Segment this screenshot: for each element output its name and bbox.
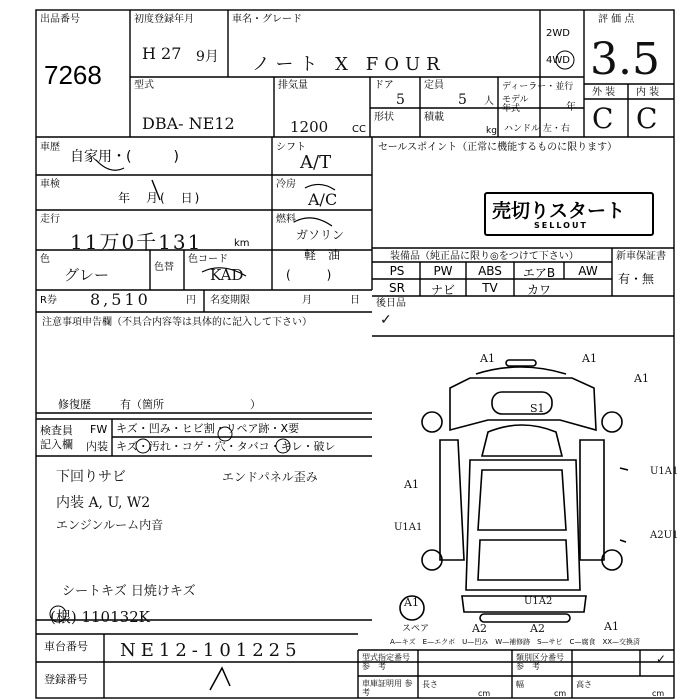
notes-label: 注意事項申告欄（不具合内容等は具体的に記入して下さい） xyxy=(42,317,312,328)
equip-pw: PW xyxy=(433,264,453,278)
color-change-label: 色替 xyxy=(154,262,174,273)
repair-value: 有（箇所 xyxy=(120,398,164,411)
month-unit: 月 xyxy=(302,295,312,306)
handle-label: ハンドル 左・右 xyxy=(504,124,570,134)
chassis-label: 車台番号 xyxy=(44,640,88,653)
usage-label: 車歴 xyxy=(40,142,60,153)
fuel-alt: 軽 油 xyxy=(304,248,341,262)
warranty-value: 有・無 xyxy=(618,272,655,286)
length-label: 長さ xyxy=(422,680,438,689)
fw-items: キズ・凹み・ヒビ割・リペア跡・X要 xyxy=(116,422,300,435)
width-unit: cm xyxy=(554,689,567,698)
damage-mark: A2U1 xyxy=(650,530,679,541)
note-line-4: エンドパネル歪み xyxy=(222,470,318,484)
recycle-unit: 円 xyxy=(186,295,196,306)
recycle-label: R券 xyxy=(40,295,57,306)
damage-mark: A1 xyxy=(604,620,619,633)
model-value: DBA- NE12 xyxy=(142,114,235,133)
first-reg-year: H 27 xyxy=(142,44,182,63)
usage-value: 自家用・( ) xyxy=(70,149,179,165)
cert-label: 車庫証明用 参 考 xyxy=(362,679,421,697)
lot-number: 7268 xyxy=(44,60,102,90)
interior-label: 内 装 xyxy=(636,87,660,98)
exterior-label: 外 装 xyxy=(592,87,616,98)
sellout-stamp xyxy=(484,192,654,236)
damage-mark: A1 xyxy=(404,596,419,609)
dealer-label: ディーラー・並行 xyxy=(502,82,574,92)
damage-mark: U1A1 xyxy=(394,522,423,533)
fuel-paren: ( ) xyxy=(286,268,332,282)
score-value: 3.5 xyxy=(590,34,660,85)
damage-mark: A1 xyxy=(480,352,495,365)
note-line-6: (根) 110132K xyxy=(50,608,150,626)
fw-label: FW xyxy=(90,423,108,436)
color-code-value: KAD xyxy=(210,266,244,284)
repair-close: ） xyxy=(250,398,261,411)
note-line-5: シートキズ 日焼けキズ xyxy=(62,584,196,599)
fuel-value: ガソリン xyxy=(296,228,345,242)
mileage-value: 11万0千131 xyxy=(70,230,203,254)
damage-mark: U1A2 xyxy=(524,596,553,607)
warranty-label: 新車保証書 xyxy=(616,251,666,262)
doors-label: ドア xyxy=(374,80,394,91)
shift-value: A/T xyxy=(300,152,332,173)
equip-tv: TV xyxy=(482,281,498,295)
car-diagram-shape xyxy=(400,360,628,622)
class-check: ✓ xyxy=(656,652,667,666)
displacement-unit: CC xyxy=(352,124,366,135)
damage-mark: S1 xyxy=(530,402,545,415)
class-label: 類別区分番号 参 考 xyxy=(516,653,564,671)
damage-mark: U1A1 xyxy=(650,466,679,477)
model-year-label: モデル 年式 xyxy=(502,95,529,114)
day-unit: 日 xyxy=(350,295,360,306)
equip-airbag: エアB xyxy=(522,266,556,280)
recycle-value: 8,510 xyxy=(90,290,151,309)
load-label: 積載 xyxy=(424,112,444,123)
year-unit: 年 xyxy=(566,102,576,113)
drive-4wd: 4WD xyxy=(546,55,570,66)
fuel-label: 燃料 xyxy=(276,214,296,225)
damage-mark: A2 xyxy=(530,622,545,635)
plate-label: 登録番号 xyxy=(44,673,88,686)
shift-label: シフト xyxy=(276,142,306,153)
lot-label: 出品番号 xyxy=(40,14,80,25)
height-label: 高さ xyxy=(576,680,592,689)
color-value: グレー xyxy=(64,266,110,284)
exterior-value: C xyxy=(592,102,614,135)
shape-label: 形状 xyxy=(374,112,394,123)
length-unit: cm xyxy=(478,689,491,698)
displacement-label: 排気量 xyxy=(278,80,308,91)
color-label: 色 xyxy=(40,254,50,265)
equip-leather: カワ xyxy=(526,283,551,297)
sellout-stamp-sub: SELLOUT xyxy=(534,221,588,230)
interior-items: キズ・汚れ・コゲ・穴・タバコ・キレ・破レ xyxy=(116,440,336,453)
capacity-unit: 人 xyxy=(484,96,494,107)
equip-sr: SR xyxy=(389,281,405,295)
equip-ps: PS xyxy=(389,264,405,278)
damage-mark: A2 xyxy=(472,622,487,635)
chassis-value: NE12-101225 xyxy=(120,640,302,661)
height-unit: cm xyxy=(652,689,665,698)
inspection-label: 車検 xyxy=(40,179,60,190)
damage-mark: A1 xyxy=(404,478,419,491)
car-grade-value: ノート X FOUR xyxy=(252,54,446,75)
ac-label: 冷房 xyxy=(276,179,296,190)
score-label: 評 価 点 xyxy=(598,14,635,25)
width-label: 幅 xyxy=(516,680,524,689)
ac-value: A/C xyxy=(308,190,338,209)
post-items-label: 後日品 xyxy=(376,298,406,309)
post-items-value: ✓ xyxy=(380,312,392,328)
spare-label: スペア xyxy=(402,624,430,634)
first-reg-month: 9月 xyxy=(196,49,219,65)
load-unit: kg xyxy=(486,126,497,136)
capacity-label: 定員 xyxy=(424,80,444,91)
note-line-3: エンジンルーム内音 xyxy=(56,518,164,532)
drive-2wd: 2WD xyxy=(546,28,570,39)
damage-legend: A—キズ E—エクボ U—凹み W—補修跡 S—サビ C—腐食 XX—交換済 xyxy=(390,638,641,646)
note-line-2: 内装 A, U, W2 xyxy=(56,495,151,511)
name-change-label: 名変期限 xyxy=(210,295,250,306)
model-label: 型式 xyxy=(134,80,154,91)
doors-value: 5 xyxy=(396,92,405,108)
interior-items-label: 内装 xyxy=(86,440,108,453)
note-line-1: 下回りサビ xyxy=(56,469,126,485)
color-code-label: 色コード xyxy=(188,254,228,265)
damage-mark: A1 xyxy=(634,372,649,385)
equip-navi: ナビ xyxy=(430,283,455,297)
car-grade-label: 車名・グレード xyxy=(232,14,302,25)
first-reg-label: 初度登録年月 xyxy=(134,14,194,25)
sales-points-label: セールスポイント（正常に機能するものに限ります） xyxy=(378,142,618,153)
model-spec-label: 型式指定番号 参 考 xyxy=(362,653,410,671)
repair-label: 修復歴 xyxy=(58,398,91,411)
equip-aw: AW xyxy=(578,264,598,278)
mileage-label: 走行 xyxy=(40,214,60,225)
equip-abs: ABS xyxy=(478,264,502,278)
capacity-value: 5 xyxy=(458,92,467,108)
interior-value: C xyxy=(636,102,658,135)
sellout-stamp-main: 売切りスタート xyxy=(492,200,626,222)
inspector-label: 検査員 記入欄 xyxy=(40,424,73,451)
damage-mark: A1 xyxy=(582,352,597,365)
inspection-value: 年 月( 日) xyxy=(118,191,202,205)
mileage-unit: km xyxy=(234,238,250,249)
equipment-label: 装備品（純正品に限り◎をつけて下さい） xyxy=(390,251,579,262)
displacement-value: 1200 xyxy=(290,118,329,136)
